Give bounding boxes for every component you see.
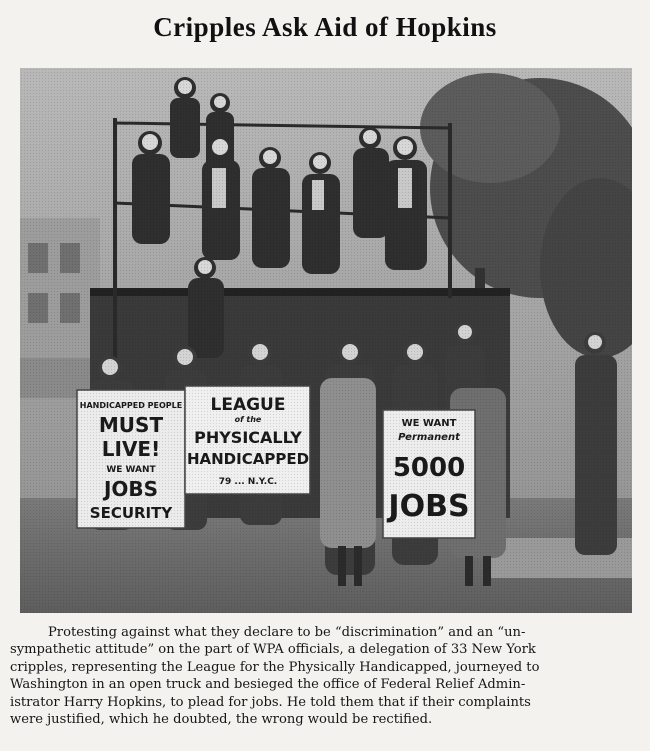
photo-caption [10, 624, 636, 728]
headline: Cripples Ask Aid of Hopkins [153, 12, 497, 42]
caption-line: were justified, which he doubted, the wrong would be rectified. [10, 712, 433, 728]
caption-line: sympathetic attitude” on the part of WPA officials, a delegation of 33 New York [10, 642, 536, 658]
caption-line: istrator Harry Hopkins, to plead for jobs. He told them that if their complaints [10, 694, 531, 710]
news-photograph [20, 68, 632, 613]
caption-line: Protesting against what they declare to be “discrimination” and an “un- [48, 625, 526, 640]
caption-line: cripples, representing the League for the Physically Handicapped, journeyed to [10, 659, 540, 675]
caption-line: Washington in an open truck and besieged the office of Federal Relief Admin- [10, 677, 526, 693]
